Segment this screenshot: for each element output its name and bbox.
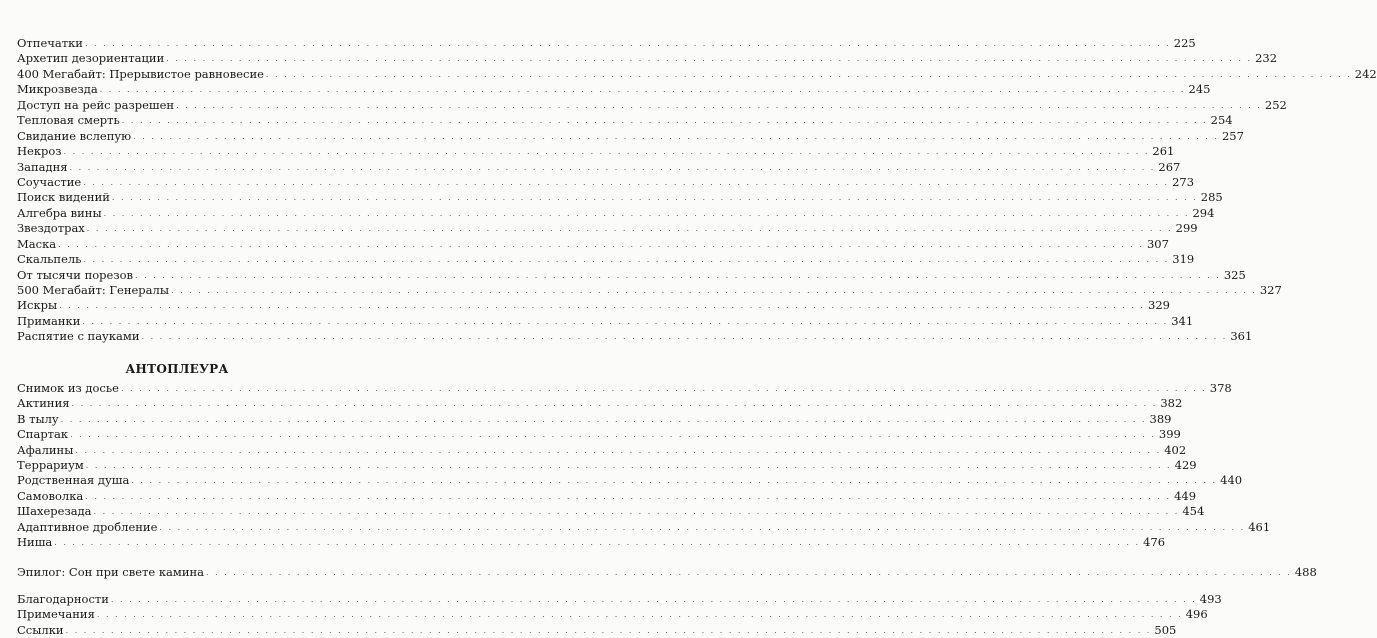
- dot-leader: . . . . . . . . . . . . . . . . . . . . . . . . . . . . . . . . . . . . . . . . . . . . . . . . . . . . . . . . . . . . . . . . . . . . . . . . . . . . . . . . . . . . . . . . . . . . . . . . . . . . . . . . . . . . . . . . . . . . . . . .: [176, 100, 1262, 110]
- toc-entry-title: Снимок из досье: [17, 380, 119, 395]
- toc-entry: [17, 252, 1195, 267]
- dot-leader: . . . . . . . . . . . . . . . . . . . . . . . . . . . . . . . . . . . . . . . . . . . . . . . . . . . . . . . . . . . . . . . . . . . . . . . . . . . . . . . . . . . . . . . . . . . . . . . . . . . . . . . . . . . . . . . . . . . . . . . .: [83, 255, 1170, 265]
- toc-entry: [17, 607, 1208, 622]
- toc-entry: [17, 205, 1215, 221]
- toc-entry: [17, 457, 1197, 473]
- toc-entry: [17, 329, 1253, 344]
- dot-leader: . . . . . . . . . . . . . . . . . . . . . . . . . . . . . . . . . . . . . . . . . . . . . . . . . . . . . . . . . . . . . . . . . . . . . . . . . . . . . . . . . . . . . . . . . . . . . . . . . . . . . . . . . . . . . . . . . . . . . . . .: [133, 131, 1219, 141]
- toc-entry-page: 327: [1259, 283, 1282, 297]
- toc-entry-title: Родственная душа: [17, 473, 130, 488]
- toc-entry-title: Западня: [17, 159, 68, 174]
- toc-entry-page: 488: [1294, 564, 1317, 579]
- dot-leader: . . . . . . . . . . . . . . . . . . . . . . . . . . . . . . . . . . . . . . . . . . . . . . . . . . . . . . . . . . . . . . . . . . . . . . . . . . . . . . . . . . . . . . . . . . . . . . . . . . . . . . . . . . . . . . . . . . . . . . . .: [110, 595, 1197, 604]
- dot-leader: . . . . . . . . . . . . . . . . . . . . . . . . . . . . . . . . . . . . . . . . . . . . . . . . . . . . . . . . . . . . . . . . . . . . . . . . . . . . . . . . . . . . . . . . . . . . . . . . . . . . . . . . . . . . . . . . . . . . . . . .: [111, 193, 1198, 203]
- toc-entry-page: 319: [1172, 252, 1195, 267]
- section-heading: АНТОПЛЕУРА: [125, 361, 229, 376]
- toc-entry-title: Отпечатки: [17, 36, 83, 50]
- toc-entry: [17, 221, 1198, 236]
- dot-leader: . . . . . . . . . . . . . . . . . . . . . . . . . . . . . . . . . . . . . . . . . . . . . . . . . . . . . . . . . . . . . . . . . . . . . . . . . . . . . . . . . . . . . . . . . . . . . . . . . . . . . . . . . . . . . . . . . . . . . . . .: [85, 460, 1172, 470]
- toc-entry-page: 378: [1209, 380, 1232, 395]
- toc-entry: [17, 267, 1246, 283]
- dot-leader: . . . . . . . . . . . . . . . . . . . . . . . . . . . . . . . . . . . . . . . . . . . . . . . . . . . . . . . . . . . . . . . . . . . . . . . . . . . . . . . . . . . . . . . . . . . . . . . . . . . . . . . . . . . . . . . . . . . . . . . .: [85, 491, 1172, 501]
- toc-entry-page: 493: [1199, 592, 1222, 606]
- toc-entry: [17, 396, 1183, 411]
- toc-entry-page: 267: [1158, 159, 1181, 174]
- dot-leader: . . . . . . . . . . . . . . . . . . . . . . . . . . . . . . . . . . . . . . . . . . . . . . . . . . . . . . . . . . . . . . . . . . . . . . . . . . . . . . . . . . . . . . . . . . . . . . . . . . . . . . . . . . . . . . . . . . . . . . . .: [99, 85, 1186, 95]
- toc-entry-title: Спартак: [17, 427, 69, 442]
- dot-leader: . . . . . . . . . . . . . . . . . . . . . . . . . . . . . . . . . . . . . . . . . . . . . . . . . . . . . . . . . . . . . . . . . . . . . . . . . . . . . . . . . . . . . . . . . . . . . . . . . . . . . . . . . . . . . . . . . . . . . . . .: [59, 301, 1145, 311]
- toc-entry-title: Актиния: [17, 396, 70, 411]
- toc-entry-title: Благодарности: [17, 592, 109, 606]
- toc-entry: [17, 82, 1211, 97]
- toc-entry-title: Террариум: [17, 457, 84, 472]
- toc-entry-page: 496: [1185, 607, 1208, 622]
- toc-entry: [17, 298, 1170, 313]
- toc-entry-page: 361: [1230, 329, 1253, 344]
- toc-entry: [17, 113, 1233, 128]
- dot-leader: . . . . . . . . . . . . . . . . . . . . . . . . . . . . . . . . . . . . . . . . . . . . . . . . . . . . . . . . . . . . . . . . . . . . . . . . . . . . . . . . . . . . . . . . . . . . . . . . . . . . . . . . . . . . . . . . . . . . . . . .: [82, 316, 1169, 326]
- toc-entry-title: В тылу: [17, 411, 59, 426]
- toc-entry: [17, 592, 1222, 607]
- dot-leader: . . . . . . . . . . . . . . . . . . . . . . . . . . . . . . . . . . . . . . . . . . . . . . . . . . . . . . . . . . . . . . . . . . . . . . . . . . . . . . . . . . . . . . . . . . . . . . . . . . . . . . . . . . . . . . . . . . . . . . . .: [84, 39, 1171, 48]
- dot-leader: . . . . . . . . . . . . . . . . . . . . . . . . . . . . . . . . . . . . . . . . . . . . . . . . . . . . . . . . . . . . . . . . . . . . . . . . . . . . . . . . . . . . . . . . . . . . . . . . . . . . . . . . . . . . . . . . . . . . . . . .: [206, 567, 1292, 577]
- toc-entry: [17, 442, 1187, 458]
- toc-entry-page: 329: [1148, 298, 1170, 313]
- toc-entry-page: 325: [1223, 267, 1246, 282]
- toc-entry-title: Приманки: [17, 313, 81, 328]
- dot-leader: . . . . . . . . . . . . . . . . . . . . . . . . . . . . . . . . . . . . . . . . . . . . . . . . . . . . . . . . . . . . . . . . . . . . . . . . . . . . . . . . . . . . . . . . . . . . . . . . . . . . . . . . . . . . . . . . . . . . . . . .: [71, 399, 1158, 409]
- toc-entry-title: Ссылки: [17, 622, 64, 637]
- toc-entry-page: 285: [1200, 190, 1223, 205]
- toc-entry: [17, 36, 1196, 51]
- dot-leader: . . . . . . . . . . . . . . . . . . . . . . . . . . . . . . . . . . . . . . . . . . . . . . . . . . . . . . . . . . . . . . . . . . . . . . . . . . . . . . . . . . . . . . . . . . . . . . . . . . . . . . . . . . . . . . . . . . . . . . . .: [170, 286, 1257, 295]
- dot-leader: . . . . . . . . . . . . . . . . . . . . . . . . . . . . . . . . . . . . . . . . . . . . . . . . . . . . . . . . . . . . . . . . . . . . . . . . . . . . . . . . . . . . . . . . . . . . . . . . . . . . . . . . . . . . . . . . . . . . . . . .: [96, 610, 1183, 620]
- toc-entry: [17, 128, 1244, 144]
- toc-entry-page: 476: [1143, 535, 1166, 550]
- toc-entry: [17, 473, 1243, 488]
- toc-entry-page: 307: [1146, 236, 1169, 251]
- toc-entry-page: 273: [1172, 174, 1195, 189]
- toc-entry-epilogue: [17, 564, 1317, 580]
- toc-entry: [17, 66, 1377, 82]
- dot-leader: . . . . . . . . . . . . . . . . . . . . . . . . . . . . . . . . . . . . . . . . . . . . . . . . . . . . . . . . . . . . . . . . . . . . . . . . . . . . . . . . . . . . . . . . . . . . . . . . . . . . . . . . . . . . . . . . . . . . . . . .: [121, 116, 1208, 126]
- toc-entry-title: 500 Мегабайт: Генералы: [17, 283, 169, 297]
- toc-entry-title: Маска: [17, 236, 57, 251]
- toc-entry: [17, 622, 1177, 638]
- table-of-contents: [17, 36, 1377, 638]
- toc-entry-page: 402: [1164, 442, 1187, 457]
- toc-entry-title: Распятие с пауками: [17, 329, 140, 344]
- toc-entry-page: 299: [1175, 221, 1198, 236]
- toc-entry: [17, 380, 1232, 396]
- toc-entry: [17, 236, 1169, 252]
- toc-entry-title: Алгебра вины: [17, 205, 102, 220]
- toc-entry: [17, 427, 1181, 442]
- toc-entry-title: Шахерезада: [17, 504, 92, 519]
- dot-leader: . . . . . . . . . . . . . . . . . . . . . . . . . . . . . . . . . . . . . . . . . . . . . . . . . . . . . . . . . . . . . . . . . . . . . . . . . . . . . . . . . . . . . . . . . . . . . . . . . . . . . . . . . . . . . . . . . . . . . . . .: [69, 162, 1156, 172]
- toc-entry-page: 505: [1154, 622, 1177, 637]
- toc-entry: [17, 97, 1287, 113]
- toc-part-1: [17, 36, 1377, 345]
- dot-leader: . . . . . . . . . . . . . . . . . . . . . . . . . . . . . . . . . . . . . . . . . . . . . . . . . . . . . . . . . . . . . . . . . . . . . . . . . . . . . . . . . . . . . . . . . . . . . . . . . . . . . . . . . . . . . . . . . . . . . . . .: [159, 522, 1246, 532]
- toc-entry-page: 341: [1171, 313, 1194, 328]
- toc-entry-page: 245: [1188, 82, 1211, 97]
- toc-entry-title: Звездотрах: [17, 221, 85, 236]
- dot-leader: . . . . . . . . . . . . . . . . . . . . . . . . . . . . . . . . . . . . . . . . . . . . . . . . . . . . . . . . . . . . . . . . . . . . . . . . . . . . . . . . . . . . . . . . . . . . . . . . . . . . . . . . . . . . . . . . . . . . . . . .: [60, 414, 1147, 424]
- toc-entry-title: Поиск видений: [17, 190, 110, 205]
- dot-leader: . . . . . . . . . . . . . . . . . . . . . . . . . . . . . . . . . . . . . . . . . . . . . . . . . . . . . . . . . . . . . . . . . . . . . . . . . . . . . . . . . . . . . . . . . . . . . . . . . . . . . . . . . . . . . . . . . . . . . . . .: [166, 54, 1253, 64]
- dot-leader: . . . . . . . . . . . . . . . . . . . . . . . . . . . . . . . . . . . . . . . . . . . . . . . . . . . . . . . . . . . . . . . . . . . . . . . . . . . . . . . . . . . . . . . . . . . . . . . . . . . . . . . . . . . . . . . . . . . . . . . .: [86, 224, 1173, 234]
- dot-leader: . . . . . . . . . . . . . . . . . . . . . . . . . . . . . . . . . . . . . . . . . . . . . . . . . . . . . . . . . . . . . . . . . . . . . . . . . . . . . . . . . . . . . . . . . . . . . . . . . . . . . . . . . . . . . . . . . . . . . . . .: [83, 177, 1170, 187]
- toc-entry: [17, 519, 1271, 535]
- toc-entry-page: 389: [1149, 411, 1172, 426]
- toc-entry: [17, 144, 1175, 159]
- toc-entry-page: 461: [1248, 519, 1271, 534]
- toc-entry-title: Эпилог: Сон при свете камина: [17, 564, 205, 579]
- dot-leader: . . . . . . . . . . . . . . . . . . . . . . . . . . . . . . . . . . . . . . . . . . . . . . . . . . . . . . . . . . . . . . . . . . . . . . . . . . . . . . . . . . . . . . . . . . . . . . . . . . . . . . . . . . . . . . . . . . . . . . . .: [120, 383, 1207, 393]
- toc-entry: [17, 51, 1278, 66]
- toc-entry: [17, 411, 1172, 427]
- dot-leader: . . . . . . . . . . . . . . . . . . . . . . . . . . . . . . . . . . . . . . . . . . . . . . . . . . . . . . . . . . . . . . . . . . . . . . . . . . . . . . . . . . . . . . . . . . . . . . . . . . . . . . . . . . . . . . . . . . . . . . . .: [63, 147, 1150, 157]
- toc-entry-title: Архетип дезориентации: [17, 51, 165, 66]
- toc-entry: [17, 283, 1282, 298]
- toc-entry-title: Тепловая смерть: [17, 113, 120, 128]
- toc-entry: [17, 535, 1166, 550]
- toc-entry-page: 225: [1173, 36, 1196, 50]
- toc-entry: [17, 313, 1194, 329]
- toc-entry-page: 454: [1182, 504, 1205, 519]
- toc-entry-title: Доступ на рейс разрешен: [17, 97, 175, 112]
- toc-entry-title: Адаптивное дробление: [17, 519, 158, 534]
- toc-entry-page: 261: [1152, 144, 1175, 159]
- toc-entry-title: Скальпель: [17, 252, 82, 267]
- toc-entry-title: От тысячи порезов: [17, 267, 134, 282]
- dot-leader: . . . . . . . . . . . . . . . . . . . . . . . . . . . . . . . . . . . . . . . . . . . . . . . . . . . . . . . . . . . . . . . . . . . . . . . . . . . . . . . . . . . . . . . . . . . . . . . . . . . . . . . . . . . . . . . . . . . . . . . .: [141, 332, 1228, 342]
- toc-entry-page: 449: [1174, 488, 1197, 503]
- toc-entry-title: Самоволка: [17, 488, 84, 503]
- toc-entry-page: 399: [1158, 427, 1181, 442]
- dot-leader: . . . . . . . . . . . . . . . . . . . . . . . . . . . . . . . . . . . . . . . . . . . . . . . . . . . . . . . . . . . . . . . . . . . . . . . . . . . . . . . . . . . . . . . . . . . . . . . . . . . . . . . . . . . . . . . . . . . . . . . .: [135, 270, 1221, 280]
- dot-leader: . . . . . . . . . . . . . . . . . . . . . . . . . . . . . . . . . . . . . . . . . . . . . . . . . . . . . . . . . . . . . . . . . . . . . . . . . . . . . . . . . . . . . . . . . . . . . . . . . . . . . . . . . . . . . . . . . . . . . . . .: [103, 208, 1190, 218]
- dot-leader: . . . . . . . . . . . . . . . . . . . . . . . . . . . . . . . . . . . . . . . . . . . . . . . . . . . . . . . . . . . . . . . . . . . . . . . . . . . . . . . . . . . . . . . . . . . . . . . . . . . . . . . . . . . . . . . . . . . . . . . .: [93, 507, 1180, 517]
- toc-part-2: [17, 380, 1271, 551]
- toc-entry-title: Свидание вслепую: [17, 128, 132, 143]
- dot-leader: . . . . . . . . . . . . . . . . . . . . . . . . . . . . . . . . . . . . . . . . . . . . . . . . . . . . . . . . . . . . . . . . . . . . . . . . . . . . . . . . . . . . . . . . . . . . . . . . . . . . . . . . . . . . . . . . . . . . . . . .: [131, 476, 1218, 486]
- toc-entry: [17, 190, 1223, 205]
- toc-entry-page: 254: [1210, 113, 1233, 128]
- toc-entry-title: Ниша: [17, 535, 53, 550]
- toc-entry-title: 400 Мегабайт: Прерывистое равновесие: [17, 66, 264, 81]
- dot-leader: . . . . . . . . . . . . . . . . . . . . . . . . . . . . . . . . . . . . . . . . . . . . . . . . . . . . . . . . . . . . . . . . . . . . . . . . . . . . . . . . . . . . . . . . . . . . . . . . . . . . . . . . . . . . . . . . . . . . . . . .: [265, 69, 1352, 79]
- toc-entry: [17, 504, 1205, 519]
- toc-entry-page: 257: [1221, 128, 1244, 143]
- dot-leader: . . . . . . . . . . . . . . . . . . . . . . . . . . . . . . . . . . . . . . . . . . . . . . . . . . . . . . . . . . . . . . . . . . . . . . . . . . . . . . . . . . . . . . . . . . . . . . . . . . . . . . . . . . . . . . . . . . . . . . . .: [75, 445, 1162, 455]
- dot-leader: . . . . . . . . . . . . . . . . . . . . . . . . . . . . . . . . . . . . . . . . . . . . . . . . . . . . . . . . . . . . . . . . . . . . . . . . . . . . . . . . . . . . . . . . . . . . . . . . . . . . . . . . . . . . . . . . . . . . . . . .: [65, 625, 1152, 635]
- dot-leader: . . . . . . . . . . . . . . . . . . . . . . . . . . . . . . . . . . . . . . . . . . . . . . . . . . . . . . . . . . . . . . . . . . . . . . . . . . . . . . . . . . . . . . . . . . . . . . . . . . . . . . . . . . . . . . . . . . . . . . . .: [70, 430, 1156, 440]
- toc-entry: [17, 159, 1181, 175]
- toc-entry-title: Некроз: [17, 144, 62, 159]
- toc-entry-title: Соучастие: [17, 174, 82, 189]
- toc-entry-page: 242: [1354, 66, 1377, 81]
- toc-entry-page: 252: [1264, 97, 1287, 112]
- toc-entry-title: Микрозвезда: [17, 82, 98, 97]
- toc-entry: [17, 174, 1195, 190]
- toc-entry-title: Афалины: [17, 442, 74, 457]
- toc-entry-title: Искры: [17, 298, 58, 313]
- toc-entry-page: 232: [1255, 51, 1278, 66]
- toc-entry: [17, 488, 1197, 504]
- dot-leader: . . . . . . . . . . . . . . . . . . . . . . . . . . . . . . . . . . . . . . . . . . . . . . . . . . . . . . . . . . . . . . . . . . . . . . . . . . . . . . . . . . . . . . . . . . . . . . . . . . . . . . . . . . . . . . . . . . . . . . . .: [58, 239, 1144, 249]
- toc-entry-title: Примечания: [17, 607, 95, 622]
- dot-leader: . . . . . . . . . . . . . . . . . . . . . . . . . . . . . . . . . . . . . . . . . . . . . . . . . . . . . . . . . . . . . . . . . . . . . . . . . . . . . . . . . . . . . . . . . . . . . . . . . . . . . . . . . . . . . . . . . . . . . . . .: [54, 538, 1141, 548]
- toc-back-matter: [17, 592, 1222, 638]
- toc-entry-page: 294: [1192, 205, 1215, 220]
- toc-entry-page: 440: [1220, 473, 1243, 488]
- toc-entry-page: 429: [1174, 457, 1197, 472]
- toc-entry-page: 382: [1160, 396, 1183, 411]
